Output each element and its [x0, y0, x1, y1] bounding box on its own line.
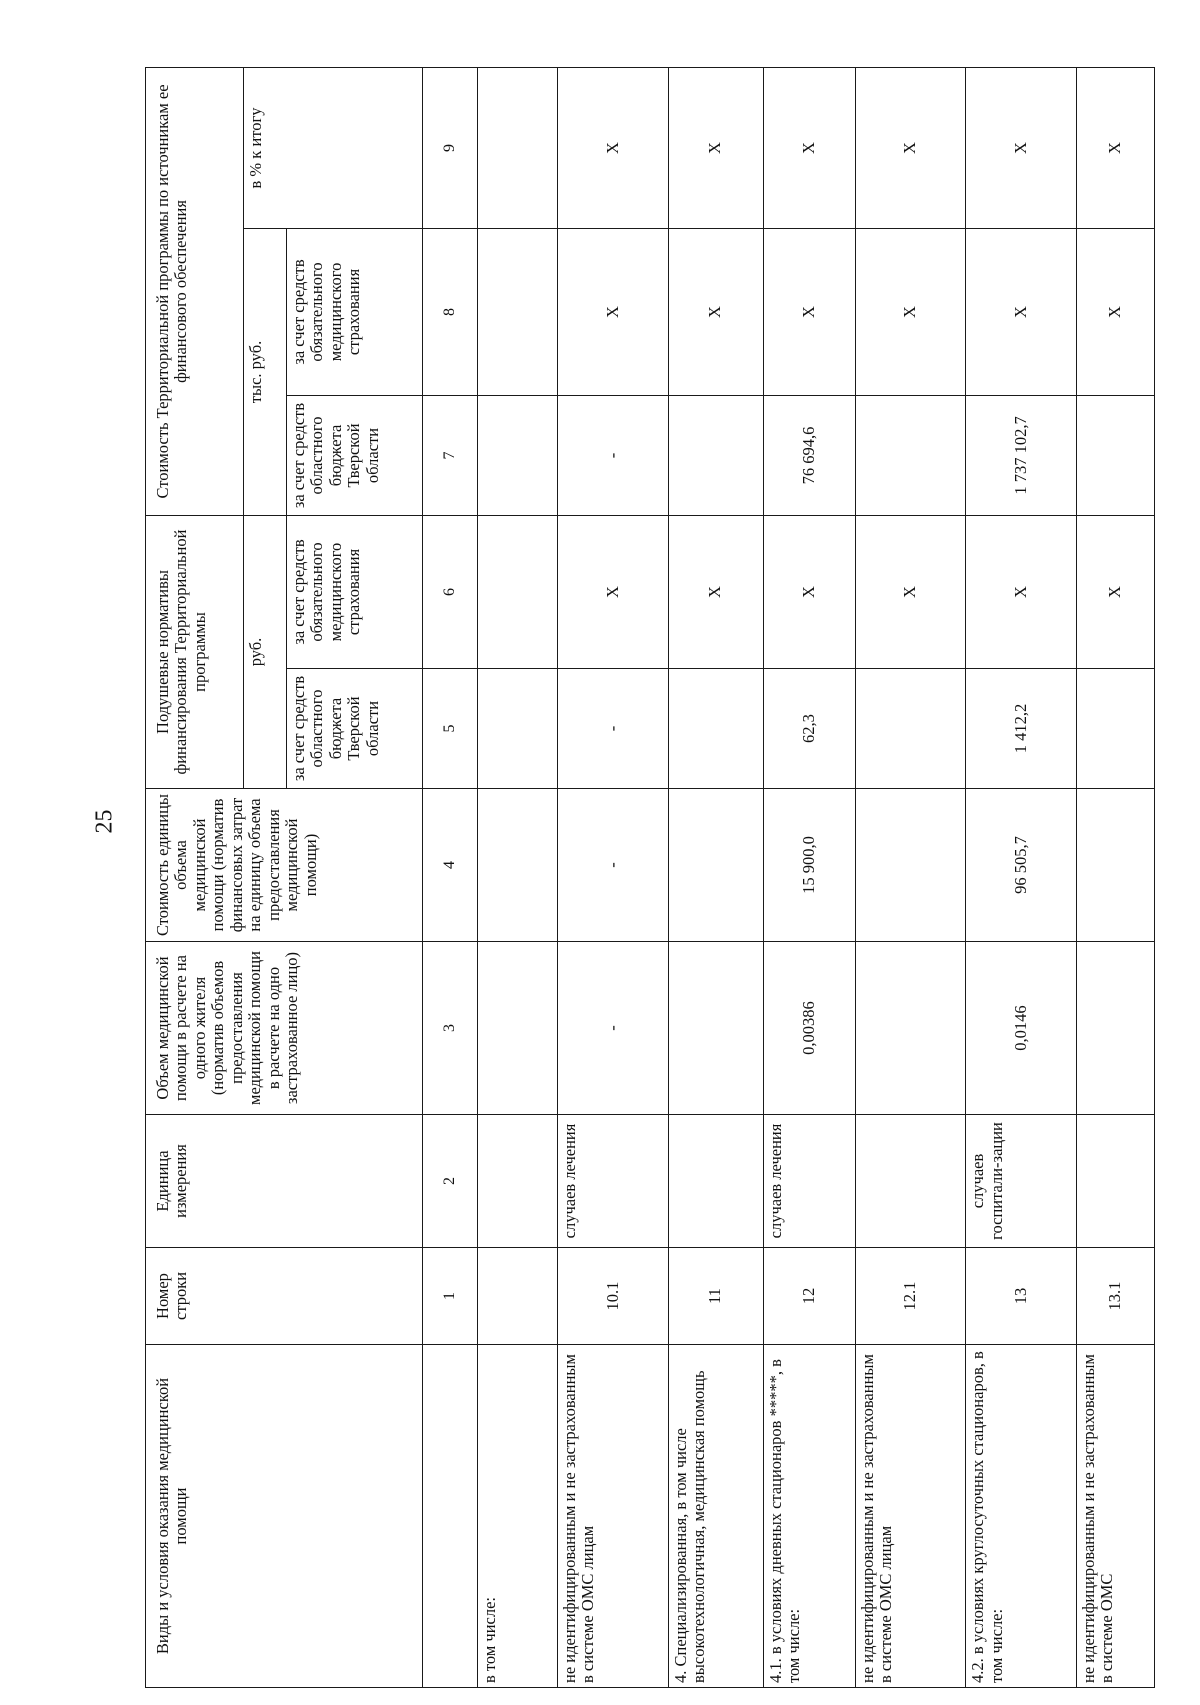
header-cost-oms: за счет средств обязательного медицинского страхования	[286, 228, 422, 395]
cell-c7	[855, 395, 966, 515]
cell-c9: Х	[668, 67, 763, 228]
cell-unit: случаев госпитали-зации	[966, 1115, 1077, 1248]
cell-c5	[477, 669, 557, 789]
table-row	[966, 67, 1077, 1687]
header-norm-budget: за счет средств областного бюджета Тверской области	[286, 669, 422, 789]
header-cost-unit: тыс. руб.	[243, 228, 286, 515]
table-row	[1076, 67, 1154, 1687]
cell-unit	[668, 1115, 763, 1248]
table-row	[668, 67, 763, 1687]
cell-c4	[1076, 789, 1154, 942]
cell-c3	[477, 942, 557, 1115]
cell-num: 13	[966, 1248, 1077, 1345]
table-row	[763, 67, 855, 1687]
row-label: 4.1. в условиях дневных стационаров *****, в том числе:	[763, 1345, 855, 1688]
header-row-1	[146, 67, 244, 1687]
col-number: 5	[422, 669, 477, 789]
cell-c3	[855, 942, 966, 1115]
cell-num: 13.1	[1076, 1248, 1154, 1345]
table-row	[557, 67, 668, 1687]
cell-c5	[855, 669, 966, 789]
cell-c3: 0,0146	[966, 942, 1077, 1115]
header-cost-per-unit: Стоимость единицы объема медицинской помощи (норматив финансовых затрат на единицу объема предоставления медицинской помощи)	[146, 789, 423, 942]
cell-c5: -	[557, 669, 668, 789]
financing-table	[145, 67, 1155, 1688]
header-cost-percent: в % к итогу	[243, 67, 422, 228]
col-number: 2	[422, 1115, 477, 1248]
cell-c3: 0,00386	[763, 942, 855, 1115]
cell-c5: 62,3	[763, 669, 855, 789]
cell-c7	[477, 395, 557, 515]
cell-c7: 76 694,6	[763, 395, 855, 515]
rotated-table-sheet	[145, 68, 1155, 1688]
cell-c9: Х	[557, 67, 668, 228]
cell-c3: -	[557, 942, 668, 1115]
header-cost-budget: за счет средств областного бюджета Тверской области	[286, 395, 422, 515]
cell-c6: Х	[1076, 515, 1154, 668]
cell-c6: Х	[557, 515, 668, 668]
header-unit: Единица измерения	[146, 1115, 423, 1248]
row-label: 4. Специализированная, в том числе высокотехнологичная, медицинская помощь	[668, 1345, 763, 1688]
cell-c7	[1076, 395, 1154, 515]
cell-c6: Х	[855, 515, 966, 668]
page-number: 25	[91, 809, 118, 834]
data-rows	[477, 67, 1154, 1687]
row-label: не идентифицированным и не застрахованным в системе ОМС лицам	[557, 1345, 668, 1688]
cell-c4	[668, 789, 763, 942]
row-label: не идентифицированным и не застрахованным в системе ОМС лицам	[855, 1345, 966, 1688]
cell-c8	[477, 228, 557, 395]
cell-c6: Х	[668, 515, 763, 668]
row-label: в том числе:	[477, 1345, 557, 1688]
cell-c5	[668, 669, 763, 789]
col-number: 3	[422, 942, 477, 1115]
cell-c7	[668, 395, 763, 515]
col-number	[422, 1345, 477, 1688]
cell-num: 10.1	[557, 1248, 668, 1345]
table-row	[855, 67, 966, 1687]
cell-c6: Х	[966, 515, 1077, 668]
cell-num: 12	[763, 1248, 855, 1345]
cell-c4: 96 505,7	[966, 789, 1077, 942]
cell-c3	[1076, 942, 1154, 1115]
cell-c9: Х	[763, 67, 855, 228]
cell-c3	[668, 942, 763, 1115]
cell-c5	[1076, 669, 1154, 789]
cell-unit: случаев лечения	[557, 1115, 668, 1248]
cell-c8: Х	[855, 228, 966, 395]
cell-c9	[477, 67, 557, 228]
col-number: 9	[422, 67, 477, 228]
cell-c6: Х	[763, 515, 855, 668]
table-row	[477, 67, 557, 1687]
cell-unit: случаев лечения	[763, 1115, 855, 1248]
cell-c9: Х	[966, 67, 1077, 228]
header-norms-group: Подушевые нормативы финансирования Территориальной программы	[146, 515, 244, 788]
header-volume: Объем медицинской помощи в расчете на одного жителя (норматив объемов предоставления медицинской помощи в расчете на одно застрахованное лицо)	[146, 942, 423, 1115]
cell-c5: 1 412,2	[966, 669, 1077, 789]
cell-c8: Х	[668, 228, 763, 395]
cell-c4: -	[557, 789, 668, 942]
header-type: Виды и условия оказания медицинской помощи	[146, 1345, 423, 1688]
cell-c4	[855, 789, 966, 942]
cell-c9: Х	[1076, 67, 1154, 228]
col-number: 1	[422, 1248, 477, 1345]
col-number: 6	[422, 515, 477, 668]
cell-num: 11	[668, 1248, 763, 1345]
cell-unit	[855, 1115, 966, 1248]
cell-unit	[477, 1115, 557, 1248]
row-label: не идентифицированным и не застрахованным в системе ОМС	[1076, 1345, 1154, 1688]
col-number: 7	[422, 395, 477, 515]
cell-c8: Х	[557, 228, 668, 395]
cell-num	[477, 1248, 557, 1345]
header-row-number: Номер строки	[146, 1248, 423, 1345]
cell-c9: Х	[855, 67, 966, 228]
cell-c8: Х	[763, 228, 855, 395]
cell-c8: Х	[966, 228, 1077, 395]
cell-c4: 15 900,0	[763, 789, 855, 942]
header-norms-unit: руб.	[243, 515, 286, 788]
cell-c6	[477, 515, 557, 668]
cell-c7: -	[557, 395, 668, 515]
col-number: 8	[422, 228, 477, 395]
cell-unit	[1076, 1115, 1154, 1248]
cell-c7: 1 737 102,7	[966, 395, 1077, 515]
cell-c4	[477, 789, 557, 942]
cell-num: 12.1	[855, 1248, 966, 1345]
cell-c8: Х	[1076, 228, 1154, 395]
column-number-row	[422, 67, 477, 1687]
col-number: 4	[422, 789, 477, 942]
header-norm-oms: за счет средств обязательного медицинского страхования	[286, 515, 422, 668]
row-label: 4.2. в условиях круглосуточных стационаров, в том числе:	[966, 1345, 1077, 1688]
header-cost-group: Стоимость Территориальной программы по источникам ее финансового обеспечения	[146, 67, 244, 515]
